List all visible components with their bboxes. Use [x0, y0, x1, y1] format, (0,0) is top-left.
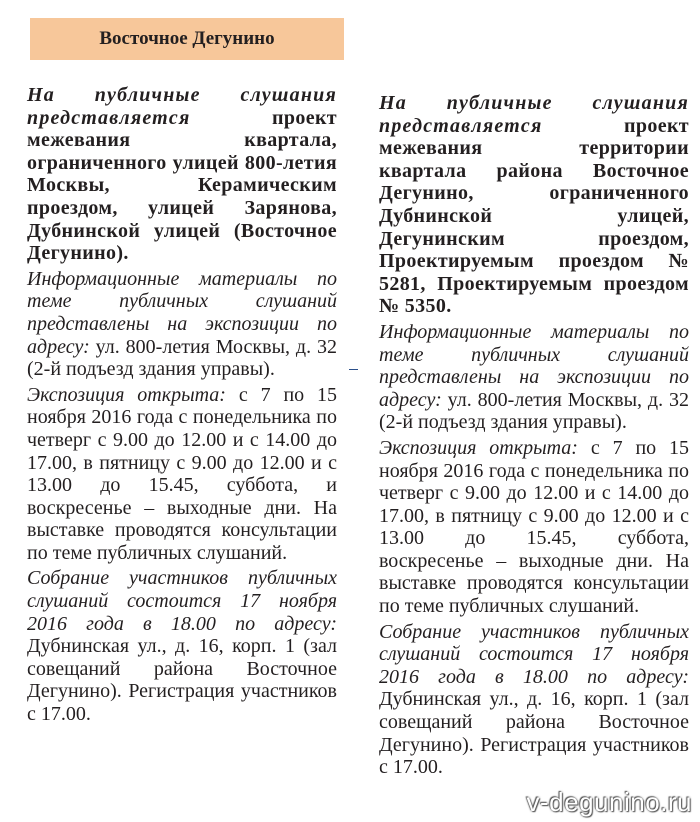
left-expo-paragraph	[27, 384, 337, 565]
right-expo-italic: Экспозиция открыта:	[379, 436, 578, 459]
right-notice-column	[379, 92, 689, 782]
right-expo-schedule: с 7 по 15 ноября 2016 года с понедельника по четверг с 9.00 до 12.00 и с 14.00 до 17.00, в пятницу с 9.00 до 12.00 и с 13.00 до 15.45, суббота, воскресенье – выходные дни. На выставке проводятся консультации по теме публичных слушаний.	[379, 436, 690, 618]
right-expo-paragraph	[379, 437, 689, 618]
left-expo-schedule: с 7 по 15 ноября 2016 года с понедельника по четверг с 9.00 до 12.00 и с 14.00 до 17.00, в пятницу с 9.00 до 12.00 и с 13.00 до 15.45, суббота, и воскресенье – выходные дни. На выставке проводятся консультации по теме публичных слушаний.	[27, 383, 338, 564]
left-notice-column	[27, 84, 337, 729]
left-info-paragraph	[27, 268, 337, 381]
right-lead-italic: На публичные слушания представляется	[379, 92, 689, 137]
right-meeting-italic: Собрание участников публичных слушаний состоится 17 ноября 2016 года в 18.00 по адресу:	[379, 620, 689, 688]
district-header	[30, 18, 344, 60]
left-meeting-italic: Собрание участников публичных слушаний состоится 17 ноября 2016 года в 18.00 по адресу:	[27, 567, 337, 635]
left-meeting-address: Дубнинская ул., д. 16, корп. 1 (зал совещаний района Восточное Дегунино). Регистрация участников с 17.00.	[27, 635, 337, 726]
right-info-italic: Информационные материалы по теме публичных слушаний представлены на экспозиции по адресу:	[379, 320, 689, 411]
left-info-italic: Информационные материалы по теме публичных слушаний представлены на экспозиции по адресу:	[27, 267, 337, 358]
right-lead-text: проект межевания территории квартала района Восточное Дегунино, ограниченного Дубнинской улицей, Дегунинским проездом, Проектируемым проездом № 5281, Проектируемым проездом № 5350.	[379, 114, 689, 318]
right-meeting-paragraph	[379, 621, 689, 779]
right-info-address: ул. 800-летия Москвы, д. 32 (2-й подъезд здания управы).	[379, 388, 690, 434]
left-info-address: ул. 800-летия Москвы, д. 32 (2-й подъезд здания управы).	[27, 335, 338, 381]
column-separator-mark	[349, 369, 358, 370]
right-info-paragraph	[379, 321, 689, 434]
right-lead-paragraph	[379, 92, 689, 318]
left-expo-italic: Экспозиция открыта:	[27, 383, 226, 406]
right-meeting-address: Дубнинская ул., д. 16, корп. 1 (зал совещаний района Восточное Дегунино). Регистрация участников с 17.00.	[379, 688, 689, 779]
site-watermark: v-degunino.ru	[526, 787, 692, 817]
left-lead-paragraph	[27, 84, 337, 265]
left-lead-text: проект межевания квартала, ограниченного улицей 800-летия Москвы, Керамическим проездом, улицей Заряновa, Дубнинской улицей (Восточное Дегунино).	[27, 106, 337, 265]
district-title: Восточное Дегунино	[99, 28, 275, 49]
left-meeting-paragraph	[27, 567, 337, 725]
left-lead-italic: На публичные слушания представляется	[27, 84, 337, 129]
